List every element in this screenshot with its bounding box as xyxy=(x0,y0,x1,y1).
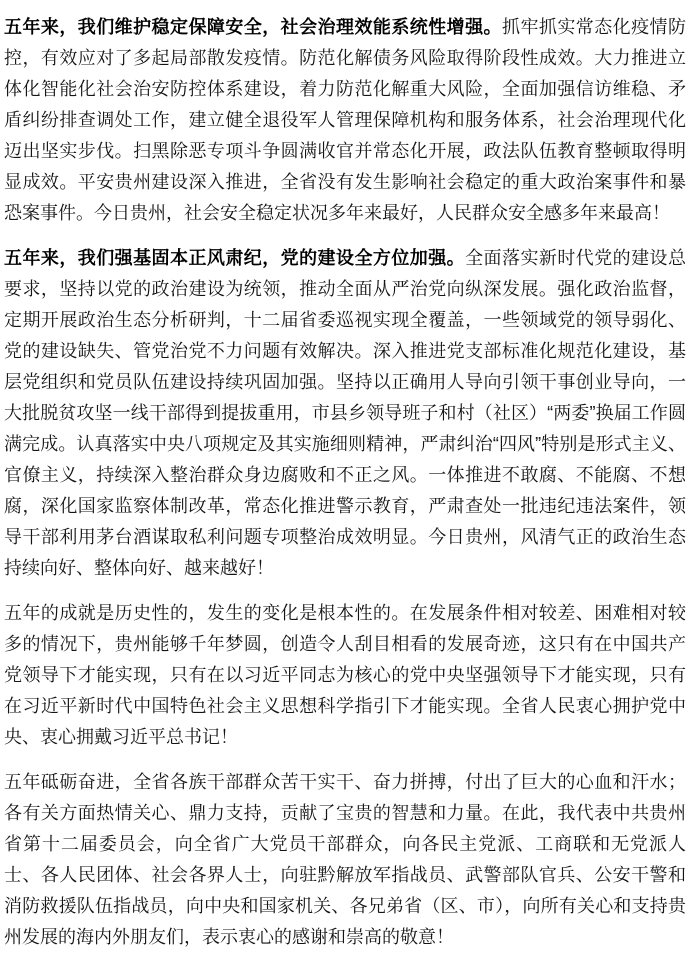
paragraph-body: 五年砥砺奋进，全省各族干部群众苦干实干、奋力拼搏，付出了巨大的心血和汗水；各有关方面热情关心、鼎力支持，贡献了宝贵的智慧和力量。在此，我代表中共贵州省第十二届委员会，向全省广大党员干部群众，向各民主党派、工商联和无党派人士、各人民团体、社会各界人士，向驻黔解放军指战员、武警部队官兵、公安干警和消防救援队伍指战员，向中央和国家机关、各兄弟省（区、市），向所有关心和支持贵州发展的海内外朋友们，表示衷心的感谢和崇高的敬意！ xyxy=(4,772,686,947)
paragraph-body: 五年的成就是历史性的，发生的变化是根本性的。在发展条件相对较差、困难相对较多的情况下，贵州能够千年梦圆，创造令人刮目相看的发展奇迹，这只有在中国共产党领导下才能实现，只有在以习近平同志为核心的党中央坚强领导下才能实现，只有在习近平新时代中国特色社会主义思想科学指引下才能实现。全省人民衷心拥护党中央、衷心拥戴习近平总书记！ xyxy=(4,603,686,747)
paragraph-body: 全面落实新时代党的建设总要求，坚持以党的政治建设为统领，推动全面从严治党向纵深发展。强化政治监督，定期开展政治生态分析研判，十二届省委巡视实现全覆盖，一些领域党的领导弱化、党的建设缺失、管党治党不力问题有效解决。深入推进党支部标准化规范化建设，基层党组织和党员队伍建设持续巩固加强。坚持以正确用人导向引领干事创业导向，一大批脱贫攻坚一线干部得到提拔重用，市县乡领导班子和村（社区）“两委”换届工作圆满完成。认真落实中央八项规定及其实施细则精神，严肃纠治“四风”特别是形式主义、官僚主义，持续深入整治群众身边腐败和不正之风。一体推进不敢腐、不能腐、不想腐，深化国家监察体制改革，常态化推进警示教育，严肃查处一批违纪违法案件，领导干部利用茅台酒谋取私利问题专项整治成效明显。今日贵州，风清气正的政治生态持续向好、整体向好、越来越好！ xyxy=(4,248,686,578)
paragraph xyxy=(4,767,686,953)
paragraph xyxy=(4,12,686,229)
paragraph xyxy=(4,243,686,584)
paragraph-body: 抓牢抓实常态化疫情防控，有效应对了多起局部散发疫情。防范化解债务风险取得阶段性成效。大力推进立体化智能化社会治安防控体系建设，着力防范化解重大风险，全面加强信访维稳、矛盾纠纷排查调处工作，建立健全退役军人管理保障机构和服务体系，社会治理现代化迈出坚实步伐。扫黑除恶专项斗争圆满收官并常态化开展，政法队伍教育整顿取得明显成效。平安贵州建设深入推进，全省没有发生影响社会稳定的重大政治案事件和暴恐案事件。今日贵州，社会安全稳定状况多年来最好，人民群众安全感多年来最高！ xyxy=(4,17,686,223)
paragraph xyxy=(4,598,686,753)
paragraph-lead: 五年来，我们强基固本正风肃纪，党的建设全方位加强。 xyxy=(4,248,466,268)
paragraph-lead: 五年来，我们维护稳定保障安全，社会治理效能系统性增强。 xyxy=(4,17,502,37)
